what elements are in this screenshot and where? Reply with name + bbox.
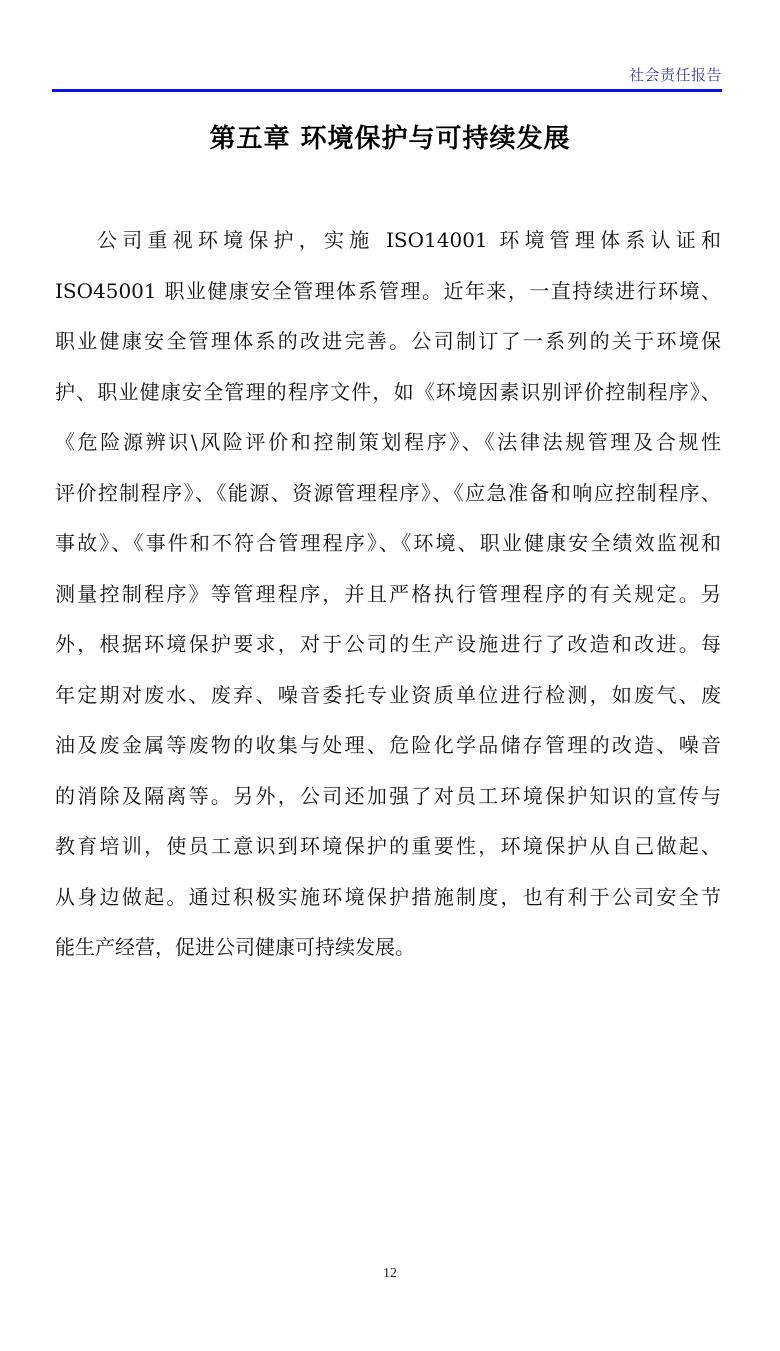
body-paragraph xyxy=(55,222,721,980)
paragraph-line: 公司重视环境保护，实施 ISO14001 环境管理体系认证和 xyxy=(97,228,721,252)
chapter-title: 第五章 环境保护与可持续发展 xyxy=(209,124,571,154)
paragraph-line: 事故》、《事件和不符合管理程序》、《环境、职业健康安全绩效监视和 xyxy=(55,531,721,555)
paragraph-line: 《危险源辨识\风险评价和控制策划程序》、《法律法规管理及合规性 xyxy=(55,430,721,454)
paragraph-line: 评价控制程序》、《能源、资源管理程序》、《应急准备和响应控制程序、 xyxy=(55,480,721,505)
paragraph-line: ISO45001 职业健康安全管理体系管理。近年来，一直持续进行环境、 xyxy=(55,278,721,303)
paragraph-line: 测量控制程序》等管理程序，并且严格执行管理程序的有关规定。另 xyxy=(55,581,721,606)
paragraph-line: 教育培训，使员工意识到环境保护的重要性，环境保护从自己做起、 xyxy=(55,834,721,858)
paragraph-line: 油及废金属等废物的收集与处理、危险化学品储存管理的改造、噪音 xyxy=(55,733,721,757)
header-divider-rule xyxy=(52,89,722,92)
page-number: 12 xyxy=(383,1266,397,1281)
paragraph-line: 的消除及隔离等。另外，公司还加强了对员工环境保护知识的宣传与 xyxy=(55,783,721,808)
paragraph-line-last: 能生产经营，促进公司健康可持续发展。 xyxy=(55,935,415,959)
paragraph-line: 护、职业健康安全管理的程序文件，如《环境因素识别评价控制程序》、 xyxy=(55,379,721,404)
running-header-title: 社会责任报告 xyxy=(628,66,722,84)
paragraph-line: 从身边做起。通过积极实施环境保护措施制度，也有利于公司安全节 xyxy=(55,884,721,909)
paragraph-line: 职业健康安全管理体系的改进完善。公司制订了一系列的关于环境保 xyxy=(55,329,721,353)
paragraph-line: 年定期对废水、废弃、噪音委托专业资质单位进行检测，如废气、废 xyxy=(55,682,721,707)
paragraph-line: 外，根据环境保护要求，对于公司的生产设施进行了改造和改进。每 xyxy=(55,632,721,656)
